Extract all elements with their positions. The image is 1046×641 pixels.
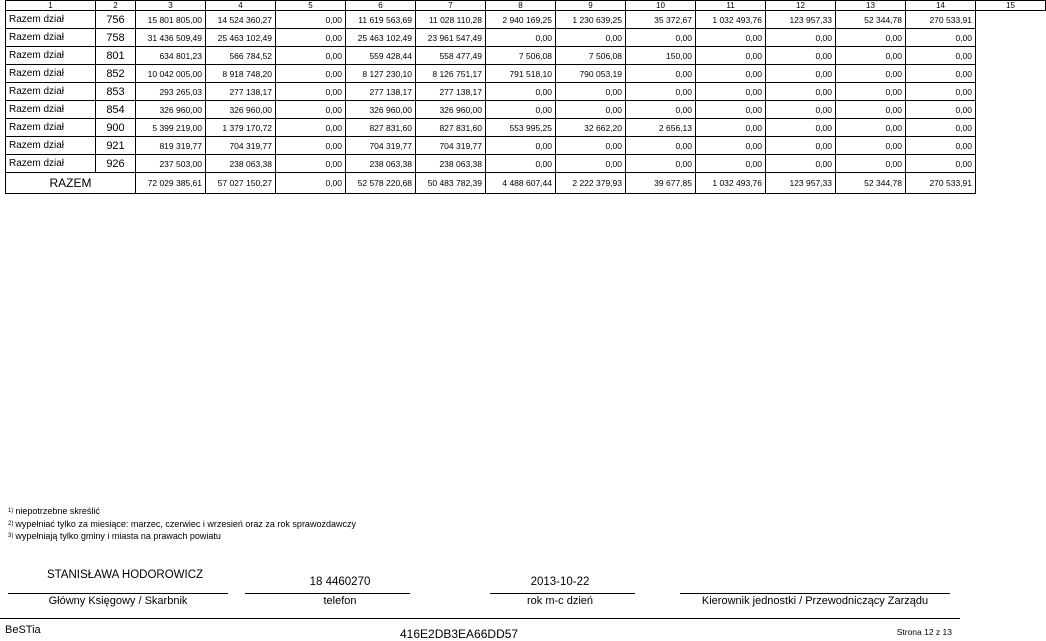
amount-cell: 8 127 230,10 [346, 65, 416, 83]
row-label: Razem dział [6, 119, 96, 137]
amount-cell: 0,00 [906, 29, 976, 47]
amount-cell: 559 428,44 [346, 47, 416, 65]
amount-cell: 0,00 [906, 47, 976, 65]
amount-cell: 0,00 [626, 65, 696, 83]
section-code: 852 [96, 65, 136, 83]
amount-cell: 7 506,08 [556, 47, 626, 65]
amount-cell: 0,00 [556, 137, 626, 155]
amount-cell: 25 463 102,49 [206, 29, 276, 47]
amount-cell: 0,00 [766, 101, 836, 119]
amount-cell: 553 995,25 [486, 119, 556, 137]
column-number: 3 [136, 1, 206, 11]
section-code: 854 [96, 101, 136, 119]
amount-cell: 8 918 748,20 [206, 65, 276, 83]
amount-cell: 15 801 805,00 [136, 11, 206, 29]
amount-cell: 23 961 547,49 [416, 29, 486, 47]
column-number: 15 [976, 1, 1046, 11]
amount-cell: 0,00 [276, 29, 346, 47]
row-label: Razem dział [6, 11, 96, 29]
total-amount-cell: 1 032 493,76 [696, 173, 766, 194]
amount-cell: 238 063,38 [346, 155, 416, 173]
amount-cell: 277 138,17 [346, 83, 416, 101]
table-row [6, 155, 1046, 173]
amount-cell: 0,00 [556, 29, 626, 47]
caption-head: Kierownik jednostki / Przewodniczący Zarządu [701, 595, 929, 607]
footnote-number: 2) [8, 520, 14, 527]
amount-cell: 0,00 [486, 83, 556, 101]
table-row [6, 83, 1046, 101]
table-row [6, 11, 1046, 29]
amount-cell: 0,00 [906, 155, 976, 173]
amount-cell: 0,00 [696, 155, 766, 173]
signature-line-head [680, 593, 950, 594]
footnote [8, 505, 356, 518]
footnote-number: 3) [8, 533, 14, 539]
total-amount-cell: 0,00 [276, 173, 346, 194]
footnote-text: niepotrzebne skreślić [15, 506, 100, 516]
amount-cell: 0,00 [626, 137, 696, 155]
amount-cell: 1 032 493,76 [696, 11, 766, 29]
amount-cell: 0,00 [276, 101, 346, 119]
amount-cell: 238 063,38 [416, 155, 486, 173]
amount-cell: 0,00 [276, 137, 346, 155]
table-row [6, 119, 1046, 137]
amount-cell: 0,00 [626, 83, 696, 101]
amount-cell: 0,00 [556, 83, 626, 101]
footer-code: 416E2DB3EA66DD57 [400, 627, 519, 641]
amount-cell: 0,00 [626, 155, 696, 173]
amount-cell: 0,00 [766, 155, 836, 173]
amount-cell: 634 801,23 [136, 47, 206, 65]
amount-cell: 52 344,78 [836, 11, 906, 29]
total-amount-cell: 270 533,91 [906, 173, 976, 194]
total-amount-cell: 52 578 220,68 [346, 173, 416, 194]
amount-cell: 31 436 509,49 [136, 29, 206, 47]
phone-value: 18 4460270 [309, 576, 371, 588]
amount-cell: 0,00 [696, 47, 766, 65]
footer-software: BeSTia [5, 624, 41, 636]
amount-cell: 0,00 [486, 137, 556, 155]
amount-cell: 326 960,00 [416, 101, 486, 119]
amount-cell: 0,00 [486, 29, 556, 47]
amount-cell: 0,00 [836, 29, 906, 47]
amount-cell: 0,00 [766, 65, 836, 83]
amount-cell: 7 506,08 [486, 47, 556, 65]
amount-cell: 0,00 [276, 83, 346, 101]
amount-cell: 0,00 [696, 83, 766, 101]
amount-cell: 791 518,10 [486, 65, 556, 83]
amount-cell: 10 042 005,00 [136, 65, 206, 83]
amount-cell: 0,00 [766, 83, 836, 101]
total-amount-cell: 2 222 379,93 [556, 173, 626, 194]
amount-cell: 5 399 219,00 [136, 119, 206, 137]
amount-cell: 0,00 [696, 29, 766, 47]
amount-cell: 0,00 [766, 119, 836, 137]
amount-cell: 0,00 [836, 83, 906, 101]
footnote [8, 530, 356, 543]
amount-cell: 11 619 563,69 [346, 11, 416, 29]
signature-line-accountant [8, 593, 228, 594]
amount-cell: 0,00 [696, 119, 766, 137]
column-number: 12 [766, 1, 836, 11]
header-row [6, 1, 1046, 11]
amount-cell: 827 831,60 [416, 119, 486, 137]
amount-cell: 0,00 [556, 101, 626, 119]
amount-cell: 0,00 [836, 137, 906, 155]
amount-cell: 238 063,38 [206, 155, 276, 173]
amount-cell: 0,00 [696, 101, 766, 119]
column-number: 7 [416, 1, 486, 11]
total-amount-cell: 52 344,78 [836, 173, 906, 194]
amount-cell: 8 126 751,17 [416, 65, 486, 83]
column-number: 8 [486, 1, 556, 11]
table-row [6, 101, 1046, 119]
row-label: Razem dział [6, 101, 96, 119]
column-number: 1 [6, 1, 96, 11]
caption-accountant: Główny Księgowy / Skarbnik [48, 595, 188, 607]
total-amount-cell: 50 483 782,39 [416, 173, 486, 194]
amount-cell: 277 138,17 [206, 83, 276, 101]
amount-cell: 0,00 [276, 47, 346, 65]
amount-cell: 326 960,00 [206, 101, 276, 119]
date-value: 2013-10-22 [530, 576, 590, 588]
amount-cell: 0,00 [486, 155, 556, 173]
footnote [8, 518, 356, 531]
amount-cell: 0,00 [276, 11, 346, 29]
table-row [6, 65, 1046, 83]
amount-cell: 0,00 [276, 155, 346, 173]
section-code: 756 [96, 11, 136, 29]
table-row [6, 47, 1046, 65]
amount-cell: 1 230 639,25 [556, 11, 626, 29]
row-label: Razem dział [6, 29, 96, 47]
row-label: Razem dział [6, 65, 96, 83]
footnote-number: 1) [8, 508, 14, 514]
section-code: 801 [96, 47, 136, 65]
amount-cell: 270 533,91 [906, 11, 976, 29]
amount-cell: 0,00 [626, 101, 696, 119]
amount-cell: 2 940 169,25 [486, 11, 556, 29]
total-label: RAZEM [6, 173, 136, 194]
section-code: 853 [96, 83, 136, 101]
amount-cell: 293 265,03 [136, 83, 206, 101]
amount-cell: 704 319,77 [346, 137, 416, 155]
amount-cell: 14 524 360,27 [206, 11, 276, 29]
amount-cell: 0,00 [836, 65, 906, 83]
amount-cell: 0,00 [486, 101, 556, 119]
total-amount-cell: 123 957,33 [766, 173, 836, 194]
amount-cell: 819 319,77 [136, 137, 206, 155]
amount-cell: 123 957,33 [766, 11, 836, 29]
amount-cell: 0,00 [696, 137, 766, 155]
amount-cell: 0,00 [906, 101, 976, 119]
footnote-text: wypełniają tylko gminy i miasta na prawach powiatu [15, 531, 221, 541]
total-amount-cell: 57 027 150,27 [206, 173, 276, 194]
table-row [6, 29, 1046, 47]
amount-cell: 35 372,67 [626, 11, 696, 29]
column-number: 10 [626, 1, 696, 11]
signature-line-date [490, 593, 635, 594]
total-amount-cell: 39 677,85 [626, 173, 696, 194]
amount-cell: 704 319,77 [416, 137, 486, 155]
section-code: 758 [96, 29, 136, 47]
column-number: 2 [96, 1, 136, 11]
column-number: 9 [556, 1, 626, 11]
row-label: Razem dział [6, 83, 96, 101]
total-amount-cell: 72 029 385,61 [136, 173, 206, 194]
row-label: Razem dział [6, 137, 96, 155]
amount-cell: 0,00 [276, 65, 346, 83]
amount-cell: 1 379 170,72 [206, 119, 276, 137]
amount-cell: 0,00 [836, 119, 906, 137]
column-number: 11 [696, 1, 766, 11]
amount-cell: 827 831,60 [346, 119, 416, 137]
amount-cell: 277 138,17 [416, 83, 486, 101]
amount-cell: 32 662,20 [556, 119, 626, 137]
section-code: 921 [96, 137, 136, 155]
amount-cell: 11 028 110,28 [416, 11, 486, 29]
amount-cell: 237 503,00 [136, 155, 206, 173]
amount-cell: 0,00 [556, 155, 626, 173]
amount-cell: 0,00 [906, 119, 976, 137]
amount-cell: 0,00 [906, 137, 976, 155]
column-number: 4 [206, 1, 276, 11]
amount-cell: 0,00 [836, 155, 906, 173]
amount-cell: 0,00 [836, 47, 906, 65]
amount-cell: 326 960,00 [346, 101, 416, 119]
amount-cell: 0,00 [906, 83, 976, 101]
footnotes [8, 505, 356, 543]
row-label: Razem dział [6, 155, 96, 173]
total-row [6, 173, 1046, 194]
amount-cell: 0,00 [696, 65, 766, 83]
amount-cell: 150,00 [626, 47, 696, 65]
amount-cell: 0,00 [766, 29, 836, 47]
amount-cell: 326 960,00 [136, 101, 206, 119]
footnote-text: wypełniać tylko za miesiące: marzec, czerwiec i wrzesień oraz za rok sprawozdawczy [15, 518, 356, 529]
amount-cell: 790 053,19 [556, 65, 626, 83]
amount-cell: 25 463 102,49 [346, 29, 416, 47]
amount-cell: 0,00 [906, 65, 976, 83]
amount-cell: 2 656,13 [626, 119, 696, 137]
section-code: 926 [96, 155, 136, 173]
section-code: 900 [96, 119, 136, 137]
signature-line-phone [245, 593, 410, 594]
amount-cell: 558 477,49 [416, 47, 486, 65]
amount-cell: 0,00 [836, 101, 906, 119]
footer-page: Strona 12 z 13 [896, 627, 952, 637]
amount-cell: 0,00 [626, 29, 696, 47]
amount-cell: 704 319,77 [206, 137, 276, 155]
column-number: 5 [276, 1, 346, 11]
amount-cell: 566 784,52 [206, 47, 276, 65]
total-amount-cell: 4 488 607,44 [486, 173, 556, 194]
column-number: 14 [906, 1, 976, 11]
footer-divider [0, 618, 960, 619]
amount-cell: 0,00 [766, 137, 836, 155]
financial-table [5, 0, 1046, 194]
row-label: Razem dział [6, 47, 96, 65]
caption-date: rok m-c dzień [526, 595, 594, 607]
amount-cell: 0,00 [276, 119, 346, 137]
amount-cell: 0,00 [766, 47, 836, 65]
table-row [6, 137, 1046, 155]
accountant-name: STANISŁAWA HODOROWICZ [46, 569, 204, 581]
column-number: 13 [836, 1, 906, 11]
column-number: 6 [346, 1, 416, 11]
caption-phone: telefon [323, 595, 357, 607]
